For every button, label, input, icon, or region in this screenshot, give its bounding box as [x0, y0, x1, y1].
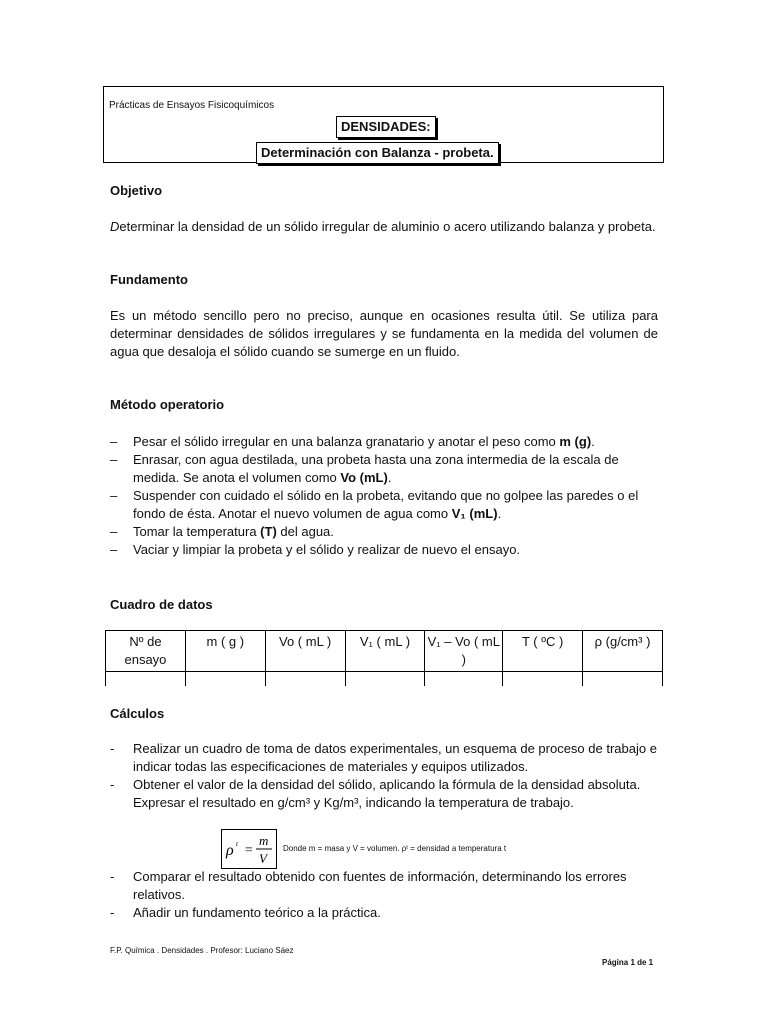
calculos-heading: Cálculos: [110, 706, 165, 721]
list-item: – Enrasar, con agua destilada, una probeta hasta una zona intermedia de la escala de medida. Se anota el volumen como Vo (mL).: [110, 452, 619, 485]
table-cell: [106, 672, 186, 687]
list-item: - Añadir un fundamento teórico a la práctica.: [110, 905, 381, 920]
formula-equals: =: [244, 843, 254, 858]
formula-sup: t: [236, 840, 238, 848]
table-cell: [425, 672, 503, 687]
list-item: – Tomar la temperatura (T) del agua.: [110, 524, 334, 539]
column-header: ρ (g/cm³ ): [583, 631, 663, 672]
table-cell: [345, 672, 425, 687]
dash-bullet: –: [110, 434, 118, 449]
dash-bullet: -: [110, 905, 115, 920]
list-item: - Obtener el valor de la densidad del sólido, aplicando la fórmula de la densidad absoluta. Expresar el resultado en g/cm³ y Kg/m³, indicando la temperatura de trabajo.: [110, 777, 641, 810]
dash-bullet: –: [110, 488, 118, 503]
dash-bullet: –: [110, 452, 118, 467]
formula-rho: ρ: [226, 842, 234, 859]
footer-author: F.P. Química . Densidades . Profesor: Luciano Sáez: [110, 946, 294, 955]
list-item: - Comparar el resultado obtenido con fuentes de información, determinando los errores relativos.: [110, 869, 627, 902]
list-item: – Suspender con cuidado el sólido en la probeta, evitando que no golpee las paredes o el fondo de ésta. Anotar el nuevo volumen de agua como V₁ (mL).: [110, 488, 639, 521]
column-header: m ( g ): [185, 631, 265, 672]
document-title: DENSIDADES:: [336, 116, 436, 138]
table-cell: [265, 672, 345, 687]
data-table: [105, 630, 663, 686]
objetivo-heading: Objetivo: [110, 183, 163, 198]
objetivo-text: [110, 218, 658, 236]
column-header: V₁ ( mL ): [345, 631, 425, 672]
dash-bullet: –: [110, 542, 118, 557]
metodo-heading: Método operatorio: [110, 397, 225, 412]
table-cell: [503, 672, 583, 687]
formula-graphic: [222, 830, 276, 868]
density-formula: [221, 829, 277, 869]
table-cell: [583, 672, 663, 687]
dash-bullet: -: [110, 777, 115, 792]
table-cell: [185, 672, 265, 687]
page-number: Página 1 de 1: [602, 958, 654, 967]
metodo-list: [110, 433, 658, 559]
column-header: Vo ( mL ): [265, 631, 345, 672]
column-header: V₁ – Vo ( mL ): [425, 631, 503, 672]
cuadro-heading: Cuadro de datos: [110, 597, 213, 612]
calculos-list-a: [110, 740, 658, 812]
calculos-list-b: [110, 868, 658, 922]
fundamento-heading: Fundamento: [110, 272, 188, 287]
formula-note: Donde m = masa y V = volumen. ρᵗ = densidad a temperatura t: [283, 844, 507, 853]
dash-bullet: -: [110, 869, 115, 884]
formula-denominator: V: [259, 851, 267, 866]
column-header: T ( ºC ): [503, 631, 583, 672]
dash-bullet: –: [110, 524, 118, 539]
course-subtitle: Prácticas de Ensayos Fisicoquímicos: [109, 100, 275, 111]
table-header-row: [106, 631, 663, 672]
objetivo-body: eterminar la densidad de un sólido irregular de aluminio o acero utilizando balanza y probeta.: [119, 219, 656, 234]
list-item: – Vaciar y limpiar la probeta y el sólido y realizar de nuevo el ensayo.: [110, 542, 521, 557]
formula-numerator: m: [259, 833, 269, 848]
list-item: - Realizar un cuadro de toma de datos experimentales, un esquema de proceso de trabajo e indicar todas las especificaciones de materiales y equipos utilizados.: [110, 741, 657, 774]
fundamento-text: Es un método sencillo pero no preciso, aunque en ocasiones resulta útil. Se utiliza para determinar densidades de sólidos irregulares y se fundamenta en la medida del volumen de agua que desaloja el sólido cuando se sumerge en un fluido.: [110, 308, 658, 359]
column-header: Nº de ensayo: [106, 631, 186, 672]
method-title: Determinación con Balanza - probeta.: [256, 142, 499, 164]
objetivo-initial: D: [110, 219, 120, 234]
dash-bullet: -: [110, 741, 115, 756]
list-item: – Pesar el sólido irregular en una balanza granatario y anotar el peso como m (g).: [110, 434, 595, 449]
table-row: [106, 672, 663, 687]
